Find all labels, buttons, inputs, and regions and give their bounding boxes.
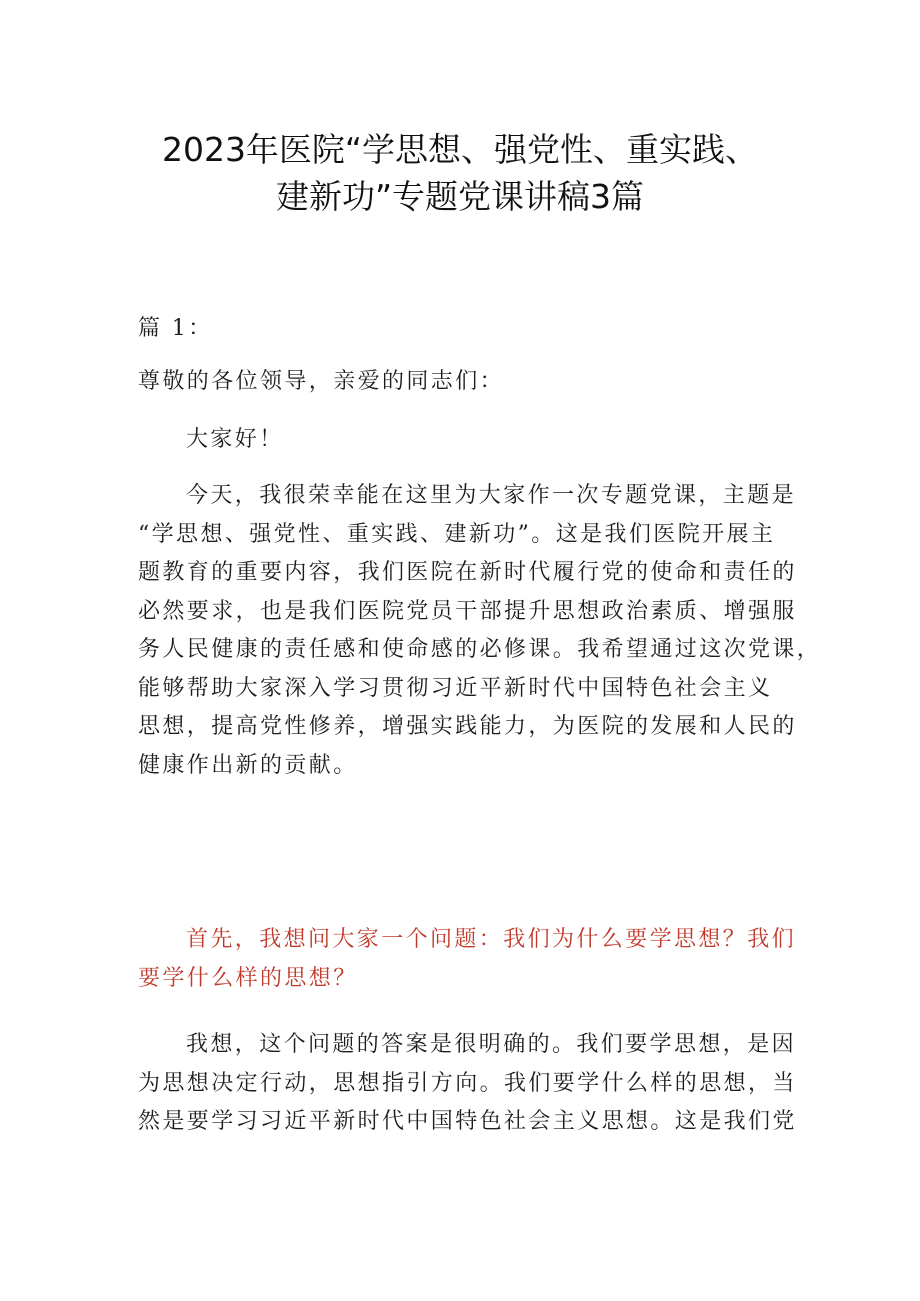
paragraph-1-line: “学思想、强党性、重实践、建新功”。这是我们医院开展主	[138, 521, 776, 547]
paragraph-1-line: 能够帮助大家深入学习贯彻习近平新时代中国特色社会主义	[138, 675, 773, 701]
section-label: 篇 1：	[138, 316, 213, 341]
paragraph-2-line: 为思想决定行动，思想指引方向。我们要学什么样的思想，当	[138, 1070, 797, 1096]
paragraph-2-line: 我想，这个问题的答案是很明确的。我们要学思想，是因	[186, 1032, 797, 1057]
question-paragraph	[138, 921, 798, 998]
document-title	[120, 126, 800, 220]
greeting: 大家好！	[186, 427, 284, 452]
paragraph-1-line: 今天，我很荣幸能在这里为大家作一次专题党课，主题是	[186, 483, 797, 508]
question-line: 首先，我想问大家一个问题：我们为什么要学思想？我们	[186, 927, 797, 952]
paragraph-1-line: 思想，提高党性修养，增强实践能力，为医院的发展和人民的	[138, 714, 797, 739]
paragraph-2-line: 然是要学习习近平新时代中国特色社会主义思想。这是我们党	[138, 1109, 797, 1134]
salutation: 尊敬的各位领导，亲爱的同志们：	[138, 369, 505, 394]
paragraph-1-line: 必然要求，也是我们医院党员干部提升思想政治素质、增强服	[138, 598, 797, 624]
question-line: 要学什么样的思想？	[138, 965, 358, 991]
paragraph-1-line: 题教育的重要内容，我们医院在新时代履行党的使命和责任的	[138, 560, 797, 585]
title-line-1: 2023年医院“学思想、强党性、重实践、	[161, 130, 759, 169]
paragraph-1-line: 健康作出新的贡献。	[138, 752, 358, 778]
paragraph-1	[138, 477, 822, 785]
title-line-2: 建新功”专题党课讲稿3篇	[275, 177, 645, 216]
paragraph-2	[138, 1026, 798, 1142]
paragraph-1-line: 务人民健康的责任感和使命感的必修课。我希望通过这次党课，	[138, 637, 822, 662]
